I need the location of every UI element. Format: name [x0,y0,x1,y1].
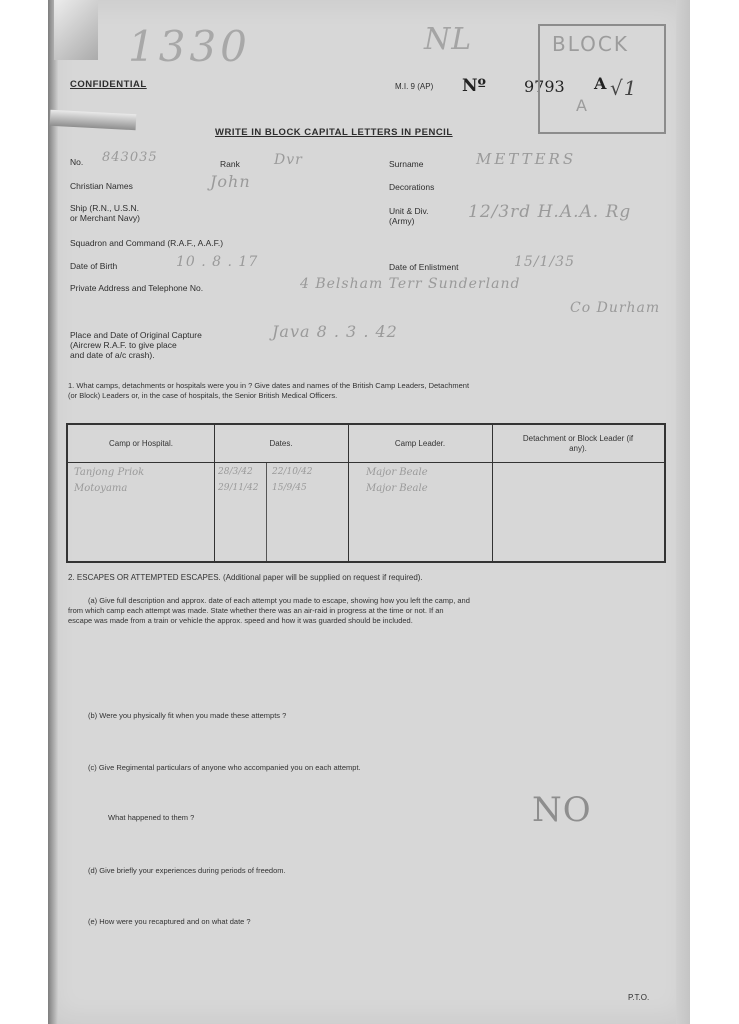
decorations-label: Decorations [389,182,435,192]
address-line-2: Co Durham [570,300,661,316]
dob-label: Date of Birth [70,261,118,271]
top-scrawl: NL [424,22,473,57]
torn-corner [54,0,98,60]
dob-value: 10 . 8 . 17 [176,254,259,270]
section2-a-line-3: escape was made from a train or vehicle the approx. speed and how it was guarded should be included. [68,616,413,625]
surname-label: Surname [389,159,424,169]
number-sign: Nº [462,76,487,96]
enlistment-label: Date of Enlistment [389,262,459,272]
row-1-date-from: 28/3/42 [218,467,253,477]
address-label: Private Address and Telephone No. [70,283,204,293]
section1-question-line-1: 1. What camps, detachments or hospitals were you in ? Give dates and names of the British Camp Leaders, Detachment [68,381,470,390]
row-2-leader: Major Beale [366,483,428,494]
unit-label-1: Unit & Div. [389,206,429,216]
section2-a-line-2: from which camp each attempt was made. State whether there was an air-raid in progress at the time or not. If an [68,606,444,615]
stamp-line-1: BLOCK [552,32,629,56]
pto-label: P.T.O. [628,993,650,1002]
row-1-leader: Major Beale [366,467,428,478]
table-header-leader: Camp Leader. [348,425,492,463]
section2-c-followup: What happened to them ? [108,813,195,822]
section2-e: (e) How were you recaptured and on what date ? [88,917,251,926]
row-2-date-to: 15/9/45 [272,483,307,493]
capture-label-3: and date of a/c crash). [70,350,155,360]
check-mark: √1 [610,76,638,100]
christian-names-value: John [210,172,251,191]
file-number: 1330 [128,22,251,71]
unit-label-2: (Army) [389,216,415,226]
table-header-camp: Camp or Hospital. [68,425,214,463]
no-label: No. [70,157,84,167]
surname-value: METTERS [476,150,577,168]
section2-a-line-1: (a) Give full description and approx. date of each attempt you made to escape, showing how you left the camp, and [88,596,470,605]
ship-label-1: Ship (R.N., U.S.N. [70,203,139,213]
table-header-dates: Dates. [214,425,348,463]
page-right-edge [676,0,690,1024]
camps-table [66,423,666,563]
christian-names-label: Christian Names [70,181,133,191]
row-1-date-to: 22/10/42 [272,467,313,477]
serial-suffix: A [594,74,607,93]
section2-c: (c) Give Regimental particulars of anyone who accompanied you on each attempt. [88,763,361,772]
table-divider [214,425,215,561]
capture-label-1: Place and Date of Original Capture [70,330,202,340]
section2-d: (d) Give briefly your experiences during periods of freedom. [88,866,286,875]
row-2-date-from: 29/11/42 [218,483,259,493]
instruction-heading: WRITE IN BLOCK CAPITAL LETTERS IN PENCIL [215,127,453,138]
rank-label: Rank [220,159,240,169]
serial-number: 9793 [524,77,565,96]
stamp-line-2: A [576,96,589,115]
section1-question-line-2: (or Block) Leaders or, in the case of hospitals, the Senior British Medical Officers. [68,391,338,400]
row-1-camp: Tanjong Priok [74,467,145,478]
section2-b: (b) Were you physically fit when you made these attempts ? [88,711,287,720]
squadron-label: Squadron and Command (R.A.F., A.A.F.) [70,238,224,248]
enlistment-value: 15/1/35 [514,254,575,270]
table-divider [492,425,493,561]
ship-label-2: or Merchant Navy) [70,213,140,223]
confidential-label: CONFIDENTIAL [70,79,147,90]
table-divider-dates [266,463,267,561]
form-reference: M.I. 9 (AP) [395,82,434,91]
no-answer: NO [532,790,592,830]
no-value: 843035 [102,150,158,165]
rank-value: Dvr [274,152,303,168]
capture-value: Java 8 . 3 . 42 [272,322,398,341]
unit-value: 12/3rd H.A.A. Rg [468,202,632,222]
capture-label-2: (Aircrew R.A.F. to give place [70,340,177,350]
section2-title: 2. ESCAPES OR ATTEMPTED ESCAPES. (Additional paper will be supplied on request if required). [68,573,423,582]
table-header-detachment: Detachment or Block Leader (if any). [492,425,664,463]
row-2-camp: Motoyama [74,483,128,494]
table-divider [348,425,349,561]
address-line-1: 4 Belsham Terr Sunderland [300,276,521,292]
page-left-edge [48,0,58,1024]
